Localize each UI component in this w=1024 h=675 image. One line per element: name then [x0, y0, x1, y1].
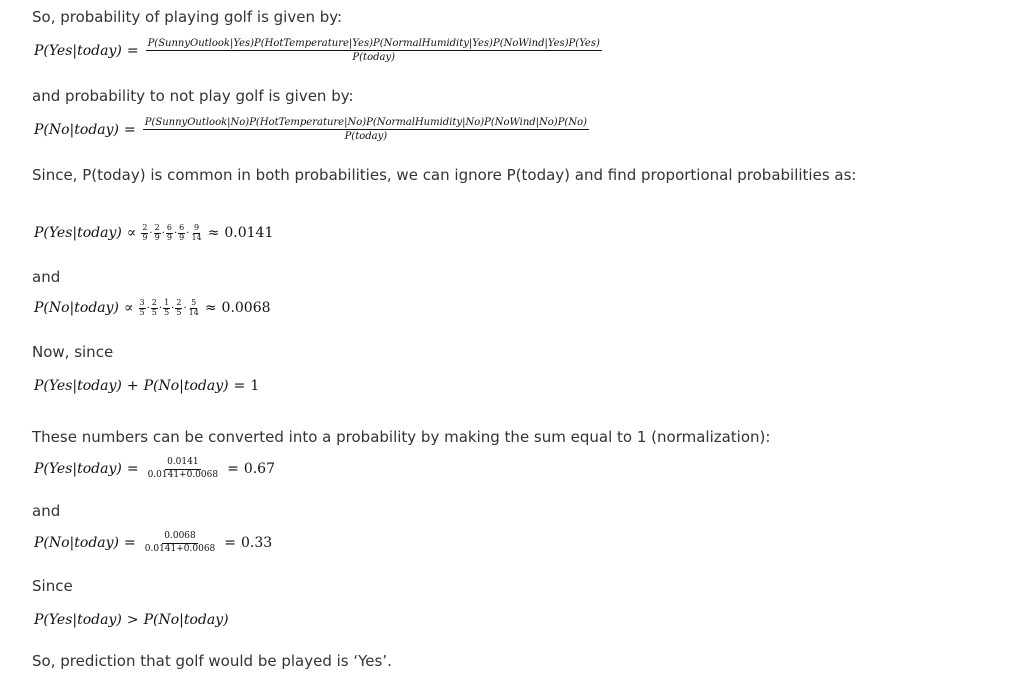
eq4-frac-1-num: 3: [139, 298, 145, 307]
eq3-frac-5-den: 14: [191, 232, 202, 242]
eq3-frac-1-num: 2: [142, 223, 148, 232]
eq3-operator: ∝: [126, 225, 137, 242]
eq3-frac-1-den: 9: [142, 232, 148, 242]
eq7-numerator: 0.0068: [162, 532, 198, 544]
eq4-operator: ∝: [124, 300, 134, 317]
equation-comparison: [34, 612, 229, 628]
eq3-dot-2: ·: [161, 227, 165, 239]
eq4-frac-3-num: 1: [164, 298, 170, 307]
eq3-frac-3: [166, 224, 173, 243]
intro-text-no: and probability to not play golf is given by:: [32, 87, 354, 105]
eq3-frac-3-num: 6: [166, 223, 172, 232]
eq7-equals: =: [224, 535, 237, 552]
eq3-frac-4-num: 6: [179, 223, 185, 232]
eq3-dot-4: ·: [186, 227, 190, 239]
eq4-dot-3: ·: [171, 302, 175, 314]
eq4-frac-5: [188, 299, 200, 318]
eq1-operator: =: [126, 42, 139, 59]
eq4-lhs: P(No|today): [34, 300, 120, 317]
eq6-equals: =: [227, 461, 239, 478]
eq4-frac-2-num: 2: [151, 298, 157, 307]
eq3-frac-1: [141, 224, 148, 243]
eq4-dot-2: ·: [158, 302, 163, 314]
eq3-frac-5-num: 9: [193, 223, 200, 232]
eq6-operator: =: [126, 461, 139, 478]
prediction-conclusion: So, prediction that golf would be played is ‘Yes’.: [32, 652, 392, 670]
eq3-frac-2: [154, 224, 161, 243]
eq4-value: 0.0068: [221, 300, 271, 317]
eq3-frac-2-den: 9: [154, 232, 160, 242]
eq4-dot-1: ·: [146, 302, 150, 314]
proportional-explanation: Since, P(today) is common in both probabilities, we can ignore P(today) and find proportional probabilities as:: [32, 166, 857, 184]
eq1-denominator: P(today): [352, 52, 396, 63]
eq2-lhs: P(No|today): [34, 121, 120, 138]
normalization-text: These numbers can be converted into a probability by making the sum equal to 1 (normalization):: [32, 428, 771, 446]
eq6-value: 0.67: [243, 461, 275, 478]
eq4-frac-1: [139, 299, 146, 318]
eq2-denominator: P(today): [344, 131, 388, 142]
eq8-term-yes: P(Yes|today): [34, 612, 122, 628]
eq5-plus: +: [126, 378, 139, 394]
intro-text-yes: So, probability of playing golf is given by:: [32, 8, 343, 26]
eq6-fraction: [146, 458, 221, 481]
equation-no-bayes: [34, 117, 591, 142]
equation-no-normalized: [34, 532, 272, 555]
eq3-frac-2-num: 2: [154, 223, 160, 232]
eq4-approx: ≈: [204, 300, 217, 317]
eq7-operator: =: [124, 535, 136, 552]
eq7-denominator: 0.0141+0.0068: [144, 543, 216, 554]
equation-no-proportional: [34, 299, 271, 318]
connector-and-1: and: [32, 268, 61, 286]
eq1-lhs: P(Yes|today): [34, 42, 122, 59]
eq3-dot-1: ·: [149, 227, 153, 239]
eq3-frac-4: [178, 224, 185, 243]
eq8-term-no: P(No|today): [143, 612, 229, 628]
eq3-frac-4-den: 9: [179, 232, 185, 242]
eq3-value: 0.0141: [224, 225, 274, 242]
eq3-dot-3: ·: [173, 227, 178, 239]
eq3-frac-5: [190, 224, 202, 243]
connector-and-2: and: [32, 502, 61, 520]
equation-yes-proportional: [34, 224, 273, 243]
eq6-numerator: 0.0141: [165, 458, 201, 470]
eq7-fraction: [143, 532, 218, 555]
since-text: Since: [32, 577, 73, 595]
eq2-operator: =: [124, 121, 136, 138]
eq2-numerator: P(SunnyOutlook|No)P(HotTemperature|No)P(NormalHumidity|No)P(NoWind|No)P(No): [144, 117, 588, 128]
eq4-frac-2: [151, 299, 158, 318]
eq2-fraction: [143, 117, 589, 142]
eq4-frac-3: [163, 299, 170, 318]
equation-sum-to-one: [34, 378, 259, 394]
eq5-term-yes: P(Yes|today): [34, 378, 122, 394]
eq4-frac-5-num: 5: [191, 298, 197, 307]
eq4-frac-4: [175, 299, 182, 318]
eq5-rhs: 1: [250, 378, 260, 394]
eq4-frac-3-den: 5: [164, 307, 170, 317]
eq6-denominator: 0.0141+0.0068: [147, 469, 219, 480]
eq1-fraction: [146, 38, 602, 63]
equation-yes-bayes: [34, 38, 604, 63]
eq5-equals: =: [233, 378, 246, 394]
eq4-dot-4: ·: [183, 302, 187, 314]
eq3-approx: ≈: [207, 225, 220, 242]
eq7-lhs: P(No|today): [34, 535, 120, 552]
eq7-value: 0.33: [241, 535, 273, 552]
eq4-frac-5-den: 14: [188, 307, 199, 317]
equation-yes-normalized: [34, 458, 275, 481]
eq5-term-no: P(No|today): [143, 378, 229, 394]
now-since-text: Now, since: [32, 343, 114, 361]
eq6-lhs: P(Yes|today): [34, 461, 122, 478]
eq4-frac-1-den: 5: [139, 307, 145, 317]
eq3-lhs: P(Yes|today): [34, 225, 122, 242]
eq8-greater-than: >: [126, 612, 139, 628]
eq1-numerator: P(SunnyOutlook|Yes)P(HotTemperature|Yes)P(NormalHumidity|Yes)P(NoWind|Yes)P(Yes): [147, 38, 600, 49]
eq4-frac-4-den: 5: [176, 307, 182, 317]
eq3-frac-3-den: 9: [166, 232, 172, 242]
eq4-frac-4-num: 2: [176, 298, 182, 307]
eq4-frac-2-den: 5: [151, 307, 157, 317]
